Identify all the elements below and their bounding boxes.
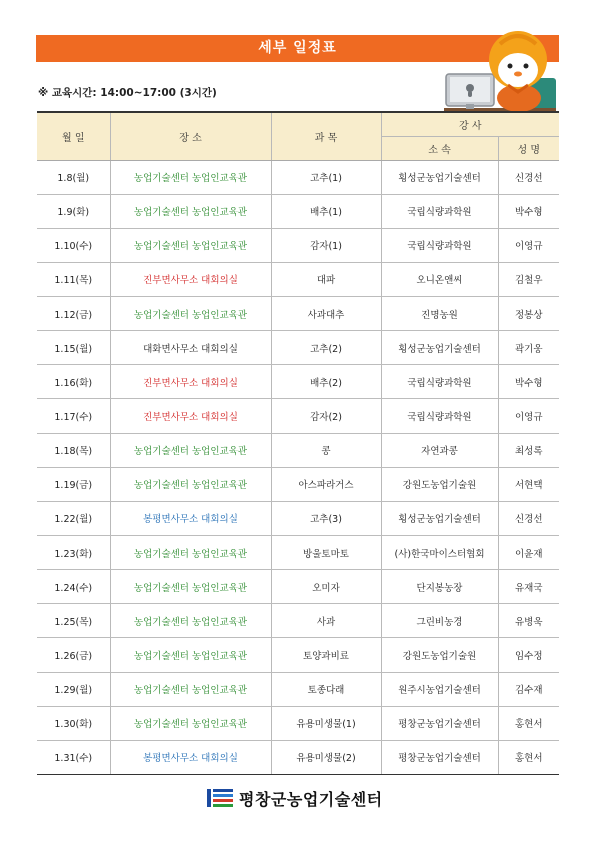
row-date: 1.19(금)	[37, 467, 110, 501]
row-org: 오니온앤씨	[381, 262, 498, 296]
schedule-row	[37, 501, 559, 535]
footer-org-name: 평창군농업기술센터	[239, 789, 383, 809]
row-lecturer-name: 신경선	[498, 160, 559, 194]
row-place: 봉평면사무소 대회의실	[110, 740, 271, 774]
row-subject: 감자(2)	[271, 399, 381, 433]
row-lecturer-name: 곽기웅	[498, 331, 559, 365]
schedule-row	[37, 365, 559, 399]
row-org: 원주시농업기술센터	[381, 672, 498, 706]
row-org: 그린비농경	[381, 604, 498, 638]
row-date: 1.16(화)	[37, 365, 110, 399]
schedule-row	[37, 672, 559, 706]
row-lecturer-name: 김철우	[498, 262, 559, 296]
row-place: 농업기술센터 농업인교육관	[110, 706, 271, 740]
row-place: 농업기술센터 농업인교육관	[110, 297, 271, 331]
row-org: 횡성군농업기술센터	[381, 501, 498, 535]
row-place: 농업기술센터 농업인교육관	[110, 570, 271, 604]
row-subject: 감자(1)	[271, 228, 381, 262]
schedule-row	[37, 297, 559, 331]
row-date: 1.23(화)	[37, 536, 110, 570]
row-subject: 콩	[271, 433, 381, 467]
row-lecturer-name: 이영규	[498, 399, 559, 433]
row-lecturer-name: 최성록	[498, 433, 559, 467]
row-subject: 배추(2)	[271, 365, 381, 399]
row-subject: 사과	[271, 604, 381, 638]
row-place: 농업기술센터 농업인교육관	[110, 604, 271, 638]
row-org: 횡성군농업기술센터	[381, 331, 498, 365]
schedule-row	[37, 399, 559, 433]
schedule-row	[37, 706, 559, 740]
schedule-row	[37, 228, 559, 262]
row-date: 1.26(금)	[37, 638, 110, 672]
row-date: 1.9(화)	[37, 194, 110, 228]
row-date: 1.10(수)	[37, 228, 110, 262]
schedule-table	[37, 111, 559, 775]
row-subject: 유용미생물(1)	[271, 706, 381, 740]
header-place: 장 소	[110, 112, 271, 160]
header-subject: 과 목	[271, 112, 381, 160]
agri-center-logo-icon	[207, 788, 233, 808]
row-date: 1.15(월)	[37, 331, 110, 365]
schedule-title-banner: 세부 일정표	[36, 35, 559, 62]
row-place: 진부면사무소 대회의실	[110, 399, 271, 433]
row-subject: 유용미생물(2)	[271, 740, 381, 774]
row-lecturer-name: 박수형	[498, 194, 559, 228]
row-org: 국립식량과학원	[381, 399, 498, 433]
header-lecturer: 강 사	[381, 112, 559, 136]
row-lecturer-name: 신경선	[498, 501, 559, 535]
schedule-row	[37, 570, 559, 604]
row-date: 1.30(화)	[37, 706, 110, 740]
row-place: 대화면사무소 대회의실	[110, 331, 271, 365]
row-place: 농업기술센터 농업인교육관	[110, 160, 271, 194]
row-org: 자연과콩	[381, 433, 498, 467]
row-lecturer-name: 정봉상	[498, 297, 559, 331]
row-place: 농업기술센터 농업인교육관	[110, 194, 271, 228]
row-lecturer-name: 서현택	[498, 467, 559, 501]
row-lecturer-name: 유병욱	[498, 604, 559, 638]
row-place: 농업기술센터 농업인교육관	[110, 228, 271, 262]
row-lecturer-name: 홍현서	[498, 740, 559, 774]
row-subject: 토양과비료	[271, 638, 381, 672]
row-place: 농업기술센터 농업인교육관	[110, 638, 271, 672]
row-subject: 사과대추	[271, 297, 381, 331]
row-date: 1.31(수)	[37, 740, 110, 774]
row-org: 국립식량과학원	[381, 228, 498, 262]
row-org: 국립식량과학원	[381, 365, 498, 399]
row-date: 1.18(목)	[37, 433, 110, 467]
row-org: 평창군농업기술센터	[381, 740, 498, 774]
schedule-body	[37, 160, 559, 775]
row-date: 1.24(수)	[37, 570, 110, 604]
row-subject: 방울토마토	[271, 536, 381, 570]
row-date: 1.29(월)	[37, 672, 110, 706]
footer-brand	[207, 786, 383, 810]
row-lecturer-name: 이윤재	[498, 536, 559, 570]
row-date: 1.8(월)	[37, 160, 110, 194]
row-subject: 대파	[271, 262, 381, 296]
row-date: 1.22(월)	[37, 501, 110, 535]
schedule-row	[37, 638, 559, 672]
education-time-note: ※ 교육시간: 14:00~17:00 (3시간)	[38, 87, 217, 99]
row-place: 농업기술센터 농업인교육관	[110, 467, 271, 501]
row-place: 농업기술센터 농업인교육관	[110, 536, 271, 570]
schedule-row	[37, 467, 559, 501]
schedule-row	[37, 194, 559, 228]
row-place: 진부면사무소 대회의실	[110, 262, 271, 296]
row-org: 국립식량과학원	[381, 194, 498, 228]
row-org: 강원도농업기술원	[381, 638, 498, 672]
row-org: 강원도농업기술원	[381, 467, 498, 501]
row-lecturer-name: 박수형	[498, 365, 559, 399]
row-date: 1.11(목)	[37, 262, 110, 296]
row-org: 단지봉농장	[381, 570, 498, 604]
row-place: 진부면사무소 대회의실	[110, 365, 271, 399]
row-lecturer-name: 유재국	[498, 570, 559, 604]
schedule-row	[37, 433, 559, 467]
schedule-row	[37, 536, 559, 570]
row-subject: 배추(1)	[271, 194, 381, 228]
row-place: 봉평면사무소 대회의실	[110, 501, 271, 535]
row-date: 1.12(금)	[37, 297, 110, 331]
row-subject: 고추(3)	[271, 501, 381, 535]
row-subject: 오미자	[271, 570, 381, 604]
row-subject: 토종다래	[271, 672, 381, 706]
row-lecturer-name: 임수정	[498, 638, 559, 672]
row-date: 1.17(수)	[37, 399, 110, 433]
row-lecturer-name: 김수재	[498, 672, 559, 706]
row-place: 농업기술센터 농업인교육관	[110, 433, 271, 467]
row-place: 농업기술센터 농업인교육관	[110, 672, 271, 706]
row-org: (사)한국마이스터협회	[381, 536, 498, 570]
row-subject: 아스파라거스	[271, 467, 381, 501]
schedule-row	[37, 740, 559, 774]
mascot-at-computer-illustration	[444, 30, 558, 114]
row-subject: 고추(1)	[271, 160, 381, 194]
row-org: 진명농원	[381, 297, 498, 331]
row-org: 평창군농업기술센터	[381, 706, 498, 740]
row-lecturer-name: 홍현서	[498, 706, 559, 740]
schedule-row	[37, 160, 559, 194]
header-date: 월 일	[37, 112, 110, 160]
row-org: 횡성군농업기술센터	[381, 160, 498, 194]
schedule-row	[37, 262, 559, 296]
schedule-row	[37, 331, 559, 365]
header-org: 소 속	[381, 136, 498, 160]
schedule-row	[37, 604, 559, 638]
header-name: 성 명	[498, 136, 559, 160]
row-subject: 고추(2)	[271, 331, 381, 365]
row-lecturer-name: 이영규	[498, 228, 559, 262]
row-date: 1.25(목)	[37, 604, 110, 638]
